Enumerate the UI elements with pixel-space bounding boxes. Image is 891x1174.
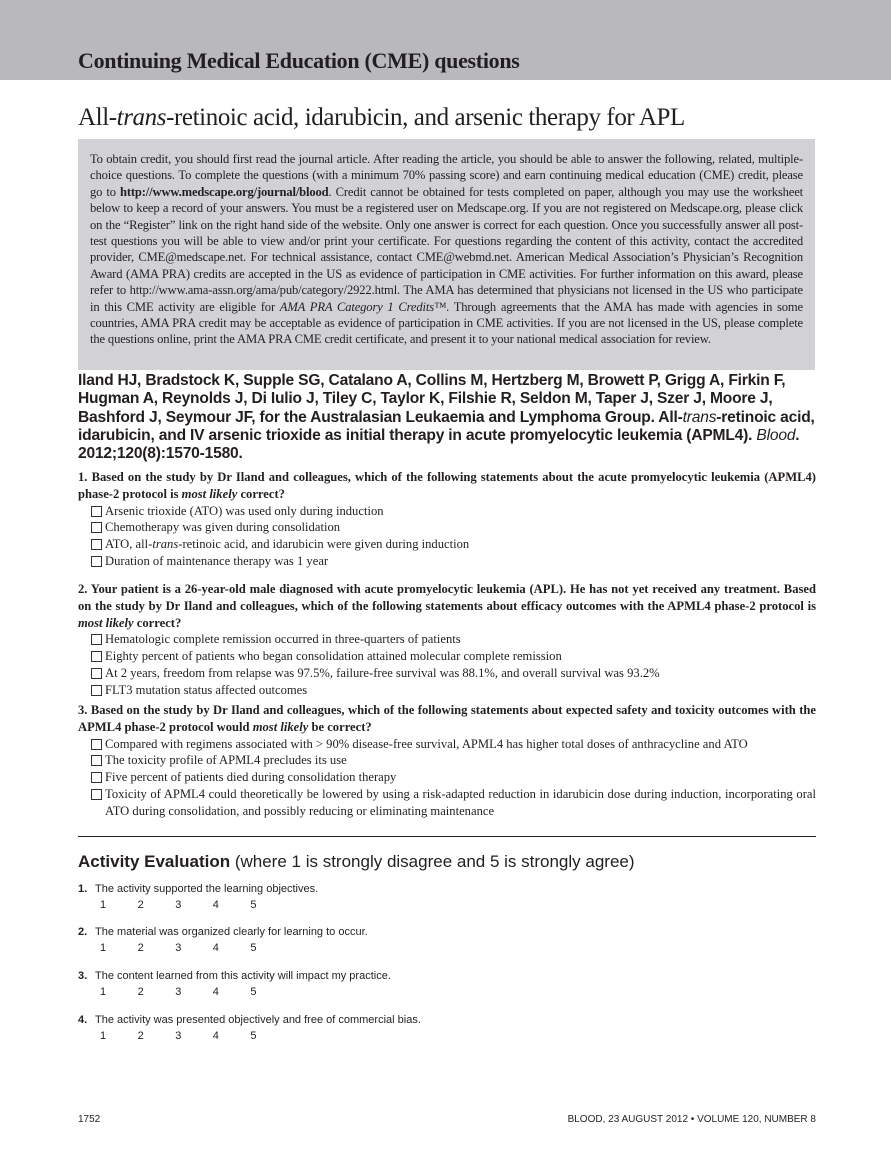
page-title: All-trans-retinoic acid, idarubicin, and arsenic therapy for APL bbox=[78, 104, 685, 131]
rating-option[interactable]: 3 bbox=[175, 942, 182, 954]
page-number: 1752 bbox=[78, 1114, 101, 1125]
rating-option[interactable]: 5 bbox=[250, 1030, 257, 1042]
answer-option[interactable]: Arsenic trioxide (ATO) was used only during induction bbox=[78, 503, 816, 520]
rating-option[interactable]: 1 bbox=[100, 986, 107, 998]
rating-option[interactable]: 5 bbox=[250, 942, 257, 954]
checkbox[interactable] bbox=[91, 539, 102, 550]
answer-option[interactable]: ATO, all-trans-retinoic acid, and idarubicin were given during induction bbox=[78, 536, 816, 553]
answer-option[interactable]: Toxicity of APML4 could theoretically be lowered by using a risk-adapted reduction in idarubicin dose during induction, incorporating oral ATO during consolidation, and possibly reducing or eliminating maintenance bbox=[78, 786, 816, 820]
answer-option[interactable]: Duration of maintenance therapy was 1 year bbox=[78, 553, 816, 570]
answer-option[interactable]: FLT3 mutation status affected outcomes bbox=[78, 682, 816, 699]
rating-option[interactable]: 2 bbox=[137, 986, 144, 998]
answer-option[interactable]: Compared with regimens associated with > 90% disease-free survival, APML4 has higher total doses of anthracycline and ATO bbox=[78, 736, 816, 753]
rating-option[interactable]: 1 bbox=[100, 899, 107, 911]
section-divider bbox=[78, 836, 816, 837]
rating-option[interactable]: 2 bbox=[137, 942, 144, 954]
question-stem: 2. Your patient is a 26-year-old male diagnosed with acute promyelocytic leukemia (APL). He has not yet received any treatment. Based on the study by Dr Iland and colleagues, which of the following statements about efficacy outcomes with the APML4 phase-2 protocol is most likely correct? bbox=[78, 582, 816, 630]
answer-option[interactable]: The toxicity profile of APML4 precludes its use bbox=[78, 752, 816, 769]
checkbox[interactable] bbox=[91, 685, 102, 696]
rating-option[interactable]: 3 bbox=[175, 899, 182, 911]
checkbox[interactable] bbox=[91, 668, 102, 679]
checkbox[interactable] bbox=[91, 634, 102, 645]
rating-option[interactable]: 3 bbox=[175, 1030, 182, 1042]
rating-option[interactable]: 4 bbox=[212, 899, 219, 911]
rating-scale[interactable] bbox=[100, 942, 288, 954]
rating-option[interactable]: 2 bbox=[137, 1030, 144, 1042]
checkbox[interactable] bbox=[91, 506, 102, 517]
checkbox[interactable] bbox=[91, 739, 102, 750]
header-band bbox=[0, 0, 891, 80]
checkbox[interactable] bbox=[91, 772, 102, 783]
checkbox[interactable] bbox=[91, 651, 102, 662]
question-3 bbox=[78, 702, 816, 820]
answer-option[interactable]: At 2 years, freedom from relapse was 97.5%, failure-free survival was 88.1%, and overall survival was 93.2% bbox=[78, 665, 816, 682]
instructions-box bbox=[78, 139, 815, 370]
rating-scale[interactable] bbox=[100, 1030, 288, 1042]
rating-option[interactable]: 2 bbox=[137, 899, 144, 911]
question-stem: 3. Based on the study by Dr Iland and colleagues, which of the following statements about expected safety and toxicity outcomes with the APML4 phase-2 protocol would most likely be correct? bbox=[78, 703, 816, 734]
rating-scale[interactable] bbox=[100, 986, 288, 998]
article-citation: Iland HJ, Bradstock K, Supple SG, Catalano A, Collins M, Hertzberg M, Browett P, Grigg A, Firkin F, Hugman A, Reynolds J, Di Iulio J, Tiley C, Taylor K, Filshie R, Seldon M, Taper J, Szer J, Moore J, Bashford J, Seymour JF, for the Australasian Leukaemia and Lymphoma Group. All-trans-retinoic acid, idarubicin, and IV arsenic trioxide as initial therapy in acute promyelocytic leukemia (APML4). Blood. 2012;120(8):1570-1580. bbox=[78, 372, 815, 463]
rating-option[interactable]: 4 bbox=[212, 942, 219, 954]
rating-option[interactable]: 4 bbox=[212, 1030, 219, 1042]
checkbox[interactable] bbox=[91, 522, 102, 533]
medscape-link[interactable]: http://www.medscape.org/journal/blood bbox=[119, 184, 329, 199]
question-stem: 1. Based on the study by Dr Iland and colleagues, which of the following statements about the acute promyelocytic leukemia (APML4) phase-2 protocol is most likely correct? bbox=[78, 470, 816, 501]
answer-option[interactable]: Hematologic complete remission occurred in three-quarters of patients bbox=[78, 631, 816, 648]
rating-option[interactable]: 5 bbox=[250, 899, 257, 911]
rating-option[interactable]: 3 bbox=[175, 986, 182, 998]
question-1 bbox=[78, 469, 816, 570]
checkbox[interactable] bbox=[91, 789, 102, 800]
checkbox[interactable] bbox=[91, 755, 102, 766]
rating-option[interactable]: 5 bbox=[250, 986, 257, 998]
evaluation-title: Activity Evaluation (where 1 is strongly disagree and 5 is strongly agree) bbox=[78, 852, 635, 871]
answer-option[interactable]: Eighty percent of patients who began consolidation attained molecular complete remission bbox=[78, 648, 816, 665]
rating-option[interactable]: 4 bbox=[212, 986, 219, 998]
journal-info: BLOOD, 23 AUGUST 2012 • VOLUME 120, NUMBER 8 bbox=[567, 1114, 816, 1125]
rating-option[interactable]: 1 bbox=[100, 942, 107, 954]
answer-option[interactable]: Chemotherapy was given during consolidation bbox=[78, 519, 816, 536]
answer-option[interactable]: Five percent of patients died during consolidation therapy bbox=[78, 769, 816, 786]
instructions-text: To obtain credit, you should first read the journal article. After reading the article, you should be able to answer the following, related, multiple-choice questions. To complete the questions (with a minimum 70% passing score) and earn continuing medical education (CME) credit, please go to http://www.medscape.org/journal/blood. Credit cannot be obtained for tests completed on paper, although you may use the worksheet below to keep a record of your answers. You must be a registered user on Medscape.org. If you are not registered on Medscape.org, please click on the “Register” link on the right hand side of the website. Only one answer is correct for each question. Once you successfully answer all post-test questions you will be able to view and/or print your certificate. For questions regarding the content of this activity, contact the accredited provider, CME@medscape.net. For technical assistance, contact CME@webmd.net. American Medical Association’s Physician’s Recognition Award (AMA PRA) credits are accepted in the US as evidence of participation in CME activities. For further information on this award, please refer to http://www.ama-assn.org/ama/pub/category/2922.html. The AMA has determined that physicians not licensed in the US who participate in this CME activity are eligible for AMA PRA Category 1 Credits™. Through agreements that the AMA has made with agencies in some countries, AMA PRA credit may be acceptable as evidence of participation in CME activities. If you are not licensed in the US, please complete the questions online, print the AMA PRA CME credit certificate, and present it to your national medical association for review. bbox=[90, 152, 803, 347]
section-title: Continuing Medical Education (CME) questions bbox=[78, 48, 520, 73]
question-2 bbox=[78, 581, 816, 699]
rating-scale[interactable] bbox=[100, 899, 288, 911]
rating-option[interactable]: 1 bbox=[100, 1030, 107, 1042]
checkbox[interactable] bbox=[91, 556, 102, 567]
